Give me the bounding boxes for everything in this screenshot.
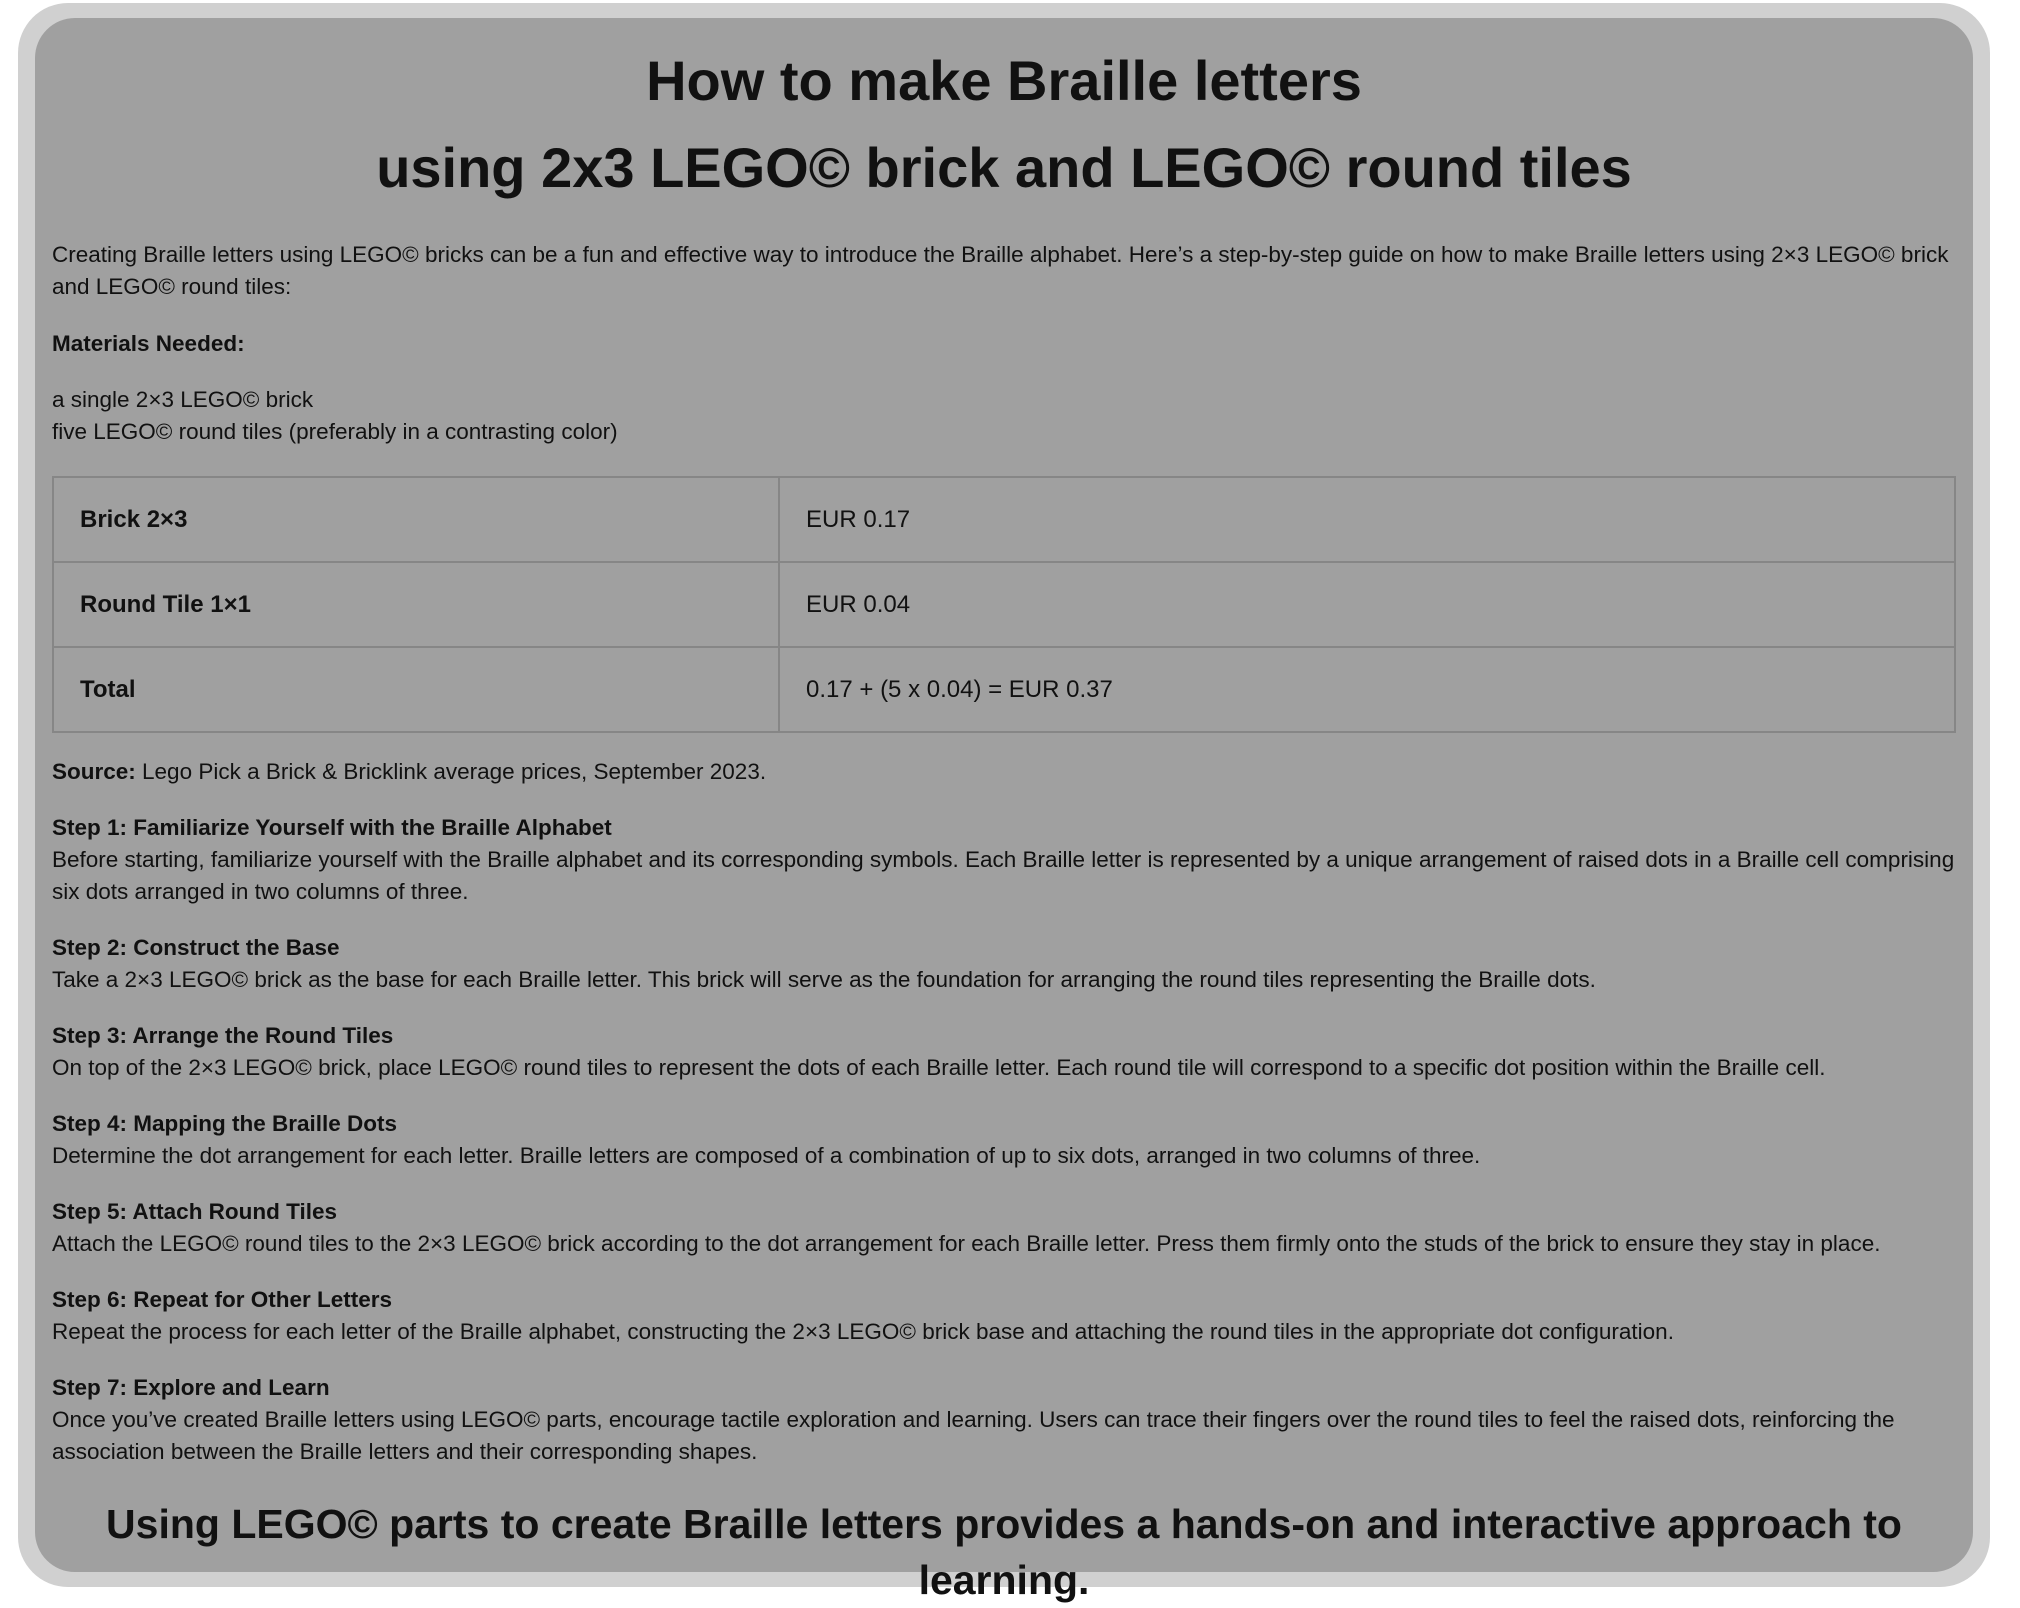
outer-frame — [18, 3, 1990, 1603]
materials-list — [52, 384, 1956, 448]
step-2 — [52, 932, 1956, 996]
step-title: Step 4: Mapping the Braille Dots — [52, 1111, 398, 1136]
materials-item: five LEGO© round tiles (preferably in a contrasting color) — [52, 419, 618, 444]
step-3 — [52, 1020, 1956, 1084]
step-text: Take a 2×3 LEGO© brick as the base for each Braille letter. This brick will serve as the foundation for arranging the round tiles representing the Braille dots. — [52, 967, 1596, 992]
step-text: Attach the LEGO© round tiles to the 2×3 LEGO© brick according to the dot arrangement for each Braille letter. Press them firmly onto the studs of the brick to ensure they stay in place. — [52, 1231, 1881, 1256]
table-cell-price: 0.17 + (5 x 0.04) = EUR 0.37 — [779, 647, 1955, 732]
step-1 — [52, 812, 1956, 908]
table-cell-price: EUR 0.04 — [779, 562, 1955, 647]
step-6 — [52, 1284, 1956, 1348]
step-text: Before starting, familiarize yourself with the Braille alphabet and its corresponding symbols. Each Braille letter is represented by a unique arrangement of raised dots in a Braille cell comprising six dots arranged in two columns of three. — [52, 847, 1955, 904]
step-title: Step 1: Familiarize Yourself with the Braille Alphabet — [52, 815, 612, 840]
step-5 — [52, 1196, 1956, 1260]
intro-paragraph: Creating Braille letters using LEGO© bricks can be a fun and effective way to introduce the Braille alphabet. Here’s a step-by-step guide on how to make Braille letters using 2×3 LEGO© brick and LEGO© round tiles: — [52, 242, 1949, 299]
table-row — [53, 562, 1955, 647]
step-title: Step 2: Construct the Base — [52, 935, 340, 960]
step-7 — [52, 1372, 1956, 1468]
materials-label: Materials Needed: — [52, 331, 245, 356]
source-text: Lego Pick a Brick & Bricklink average prices, September 2023. — [135, 759, 767, 784]
materials-item: a single 2×3 LEGO© brick — [52, 387, 314, 412]
page-title-line-1: How to make Braille letters — [646, 49, 1362, 112]
step-title: Step 5: Attach Round Tiles — [52, 1199, 338, 1224]
price-table — [52, 476, 1956, 733]
source-label: Source: — [52, 759, 136, 784]
table-cell-price: EUR 0.17 — [779, 477, 1955, 562]
step-text: Once you’ve created Braille letters using LEGO© parts, encourage tactile exploration and learning. Users can trace their fingers over the round tiles to feel the raised dots, reinforcing the association between the Braille letters and their corresponding shapes. — [52, 1407, 1895, 1464]
table-cell-item: Total — [53, 647, 779, 732]
step-text: Determine the dot arrangement for each letter. Braille letters are composed of a combination of up to six dots, arranged in two columns of three. — [52, 1143, 1481, 1168]
table-row — [53, 647, 1955, 732]
page-title-line-2: using 2x3 LEGO© brick and LEGO© round tiles — [376, 136, 1632, 199]
step-title: Step 6: Repeat for Other Letters — [52, 1287, 393, 1312]
table-row — [53, 477, 1955, 562]
closing-statement: Using LEGO© parts to create Braille letters provides a hands-on and interactive approach to learning. — [106, 1501, 1902, 1603]
content-panel — [35, 18, 1973, 1603]
step-title: Step 7: Explore and Learn — [52, 1375, 330, 1400]
step-4 — [52, 1108, 1956, 1172]
table-cell-item: Round Tile 1×1 — [53, 562, 779, 647]
table-cell-item: Brick 2×3 — [53, 477, 779, 562]
step-text: Repeat the process for each letter of the Braille alphabet, constructing the 2×3 LEGO© brick base and attaching the round tiles in the appropriate dot configuration. — [52, 1319, 1674, 1344]
source-note — [52, 756, 1956, 788]
step-title: Step 3: Arrange the Round Tiles — [52, 1023, 394, 1048]
step-text: On top of the 2×3 LEGO© brick, place LEGO© round tiles to represent the dots of each Braille letter. Each round tile will correspond to a specific dot position within the Braille cell. — [52, 1055, 1826, 1080]
